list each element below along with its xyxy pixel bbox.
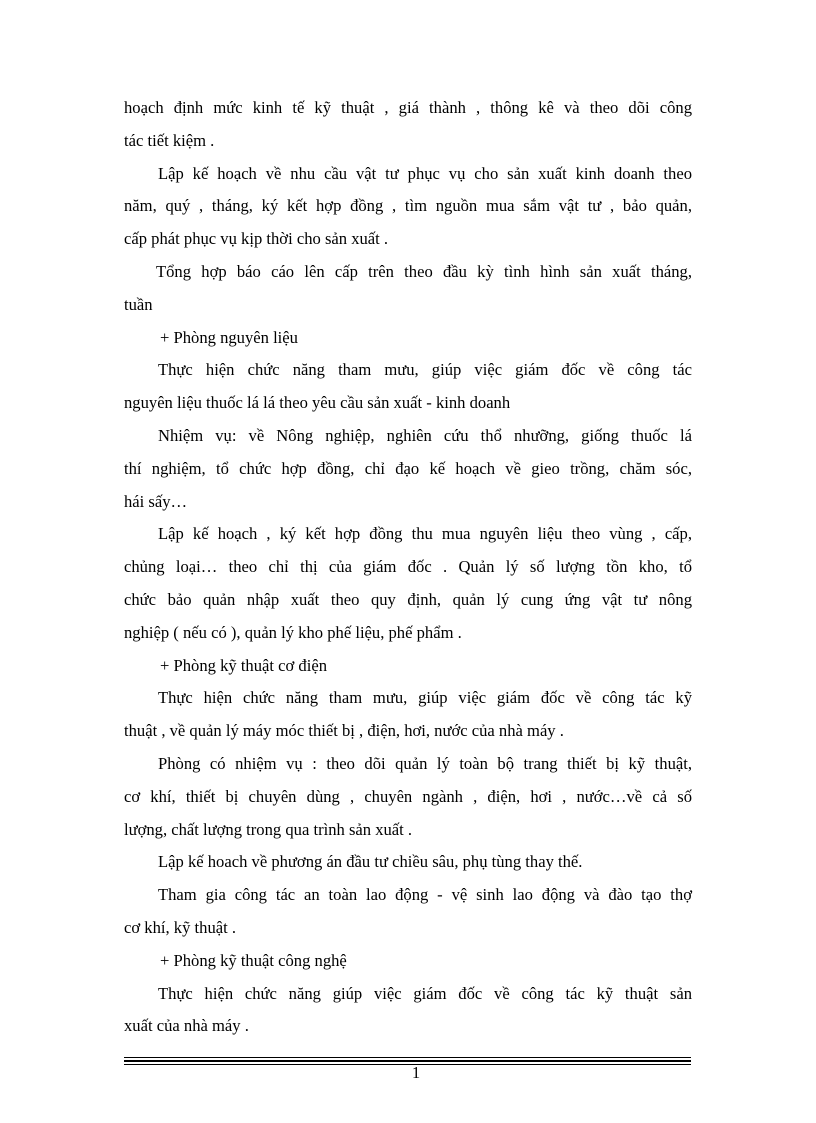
text-line: tuần bbox=[124, 294, 153, 314]
paragraph-start-line: Lập kế hoạch , ký kết hợp đồng thu mua nguyên liệu theo vùng , cấp, bbox=[158, 524, 692, 544]
text-line: năm, quý , tháng, ký kết hợp đồng , tìm nguồn mua sắm vật tư , bảo quản, bbox=[124, 196, 692, 216]
page-number: 1 bbox=[411, 1063, 421, 1082]
text-line: nghiệp ( nếu có ), quản lý kho phế liệu, phế phẩm . bbox=[124, 622, 462, 642]
section-heading-phong-nguyen-lieu: + Phòng nguyên liệu bbox=[160, 327, 298, 347]
paragraph-start-line: Thực hiện chức năng tham mưu, giúp việc giám đốc về công tác kỹ bbox=[158, 688, 692, 708]
text-line: cơ khí, thiết bị chuyên dùng , chuyên ngành , điện, hơi , nước…về cả số bbox=[124, 786, 692, 806]
paragraph-start-line: Lập kế hoach về phương án đầu tư chiều sâu, phụ tùng thay thế. bbox=[158, 852, 583, 872]
paragraph-start-line: Nhiệm vụ: về Nông nghiệp, nghiên cứu thổ nhưỡng, giống thuốc lá bbox=[158, 425, 692, 445]
paragraph-start-line: Thực hiện chức năng tham mưu, giúp việc giám đốc về công tác bbox=[158, 360, 692, 380]
text-line: lượng, chất lượng trong qua trình sản xuất . bbox=[124, 819, 413, 839]
section-heading-phong-ky-thuat-co-dien: + Phòng kỹ thuật cơ điện bbox=[160, 655, 327, 675]
document-body bbox=[124, 92, 692, 1043]
text-line: nguyên liệu thuốc lá lá theo yêu cầu sản xuất - kinh doanh bbox=[124, 393, 511, 413]
text-line: cơ khí, kỹ thuật . bbox=[124, 917, 237, 937]
text-line: xuất của nhà máy . bbox=[124, 1016, 249, 1036]
paragraph-start-line: Thực hiện chức năng giúp việc giám đốc về công tác kỹ thuật sản bbox=[158, 983, 692, 1003]
section-heading-phong-ky-thuat-cong-nghe: + Phòng kỹ thuật công nghệ bbox=[160, 950, 347, 970]
paragraph-start-line: Phòng có nhiệm vụ : theo dõi quản lý toàn bộ trang thiết bị kỹ thuật, bbox=[158, 753, 692, 773]
text-line: chức bảo quản nhập xuất theo quy định, quản lý cung ứng vật tư nông bbox=[124, 589, 692, 609]
text-line: thuật , về quản lý máy móc thiết bị , điện, hơi, nước của nhà máy . bbox=[124, 721, 564, 741]
paragraph-start-line: Tổng hợp báo cáo lên cấp trên theo đầu kỳ tình hình sản xuất tháng, bbox=[156, 261, 692, 281]
footer-rule-top bbox=[124, 1057, 691, 1058]
text-line: thí nghiệm, tổ chức hợp đồng, chỉ đạo kế hoạch về gieo trồng, chăm sóc, bbox=[124, 458, 692, 478]
text-line: chủng loại… theo chỉ thị của giám đốc . Quản lý số lượng tồn kho, tổ bbox=[124, 557, 692, 577]
text-line: tác tiết kiệm . bbox=[124, 130, 215, 150]
text-line: hái sấy… bbox=[124, 491, 188, 511]
text-line: hoạch định mức kinh tế kỹ thuật , giá thành , thông kê và theo dõi công bbox=[124, 98, 692, 117]
paragraph-start-line: Tham gia công tác an toàn lao động - vệ sinh lao động và đào tạo thợ bbox=[158, 885, 692, 905]
text-line: cấp phát phục vụ kịp thời cho sản xuất . bbox=[124, 229, 389, 249]
paragraph-start-line: Lập kế hoạch về nhu cầu vật tư phục vụ cho sản xuất kinh doanh theo bbox=[158, 163, 692, 183]
